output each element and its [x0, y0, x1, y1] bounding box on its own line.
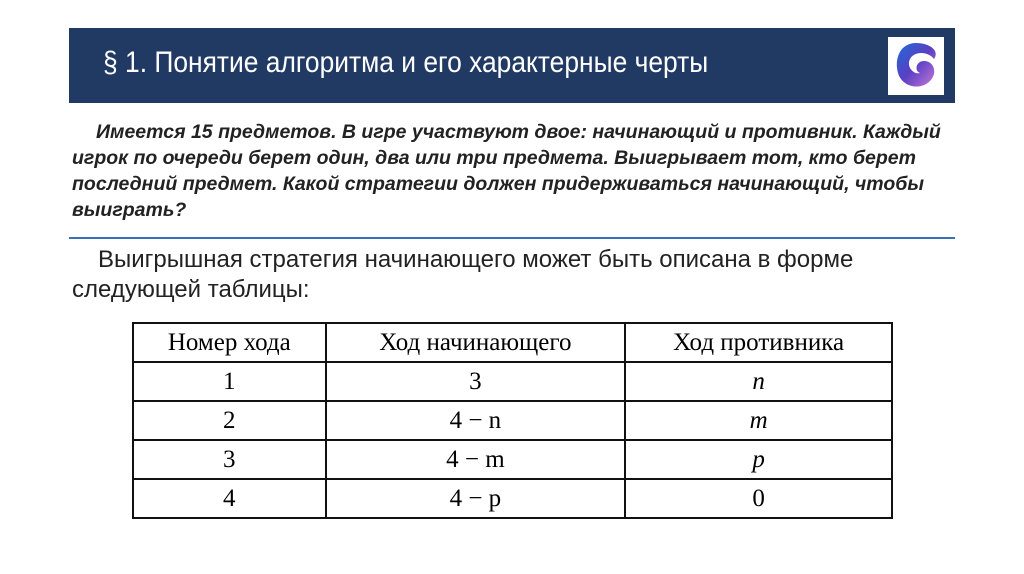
- lead-text: Выигрышная стратегия начинающего может быть описана в форме следующей таблицы:: [72, 246, 854, 303]
- problem-statement: Имеется 15 предметов. В игре участвуют двое: начинающий и противник. Каждый игрок по очереди берет один, два или три предмета. Выигрывает тот, кто берет последний предмет. Какой стратегии должен придерживаться начинающий, чтобы выиграть?: [72, 121, 941, 221]
- table-header-row: [133, 323, 892, 362]
- cell: 2: [133, 401, 326, 440]
- cell: 1: [133, 362, 326, 401]
- cell: p: [625, 440, 892, 479]
- slide-header: [69, 28, 955, 103]
- table-row: [133, 479, 892, 518]
- cell: 0: [625, 479, 892, 518]
- cell: 4 − n: [326, 401, 626, 440]
- strategy-table: [132, 322, 893, 519]
- table-row: [133, 440, 892, 479]
- cell: 3: [326, 362, 626, 401]
- cell: 4 − p: [326, 479, 626, 518]
- cell: 4 − m: [326, 440, 626, 479]
- divider: [69, 237, 955, 239]
- swirl-logo-icon: [888, 37, 944, 95]
- cell: 4: [133, 479, 326, 518]
- table-row: [133, 401, 892, 440]
- table-row: [133, 362, 892, 401]
- cell: m: [625, 401, 892, 440]
- header-cell: Ход противника: [625, 323, 892, 362]
- cell: n: [625, 362, 892, 401]
- cell: 3: [133, 440, 326, 479]
- header-cell: Ход начинающего: [326, 323, 626, 362]
- slide-title: § 1. Понятие алгоритма и его характерные черты: [103, 46, 709, 79]
- header-cell: Номер хода: [133, 323, 326, 362]
